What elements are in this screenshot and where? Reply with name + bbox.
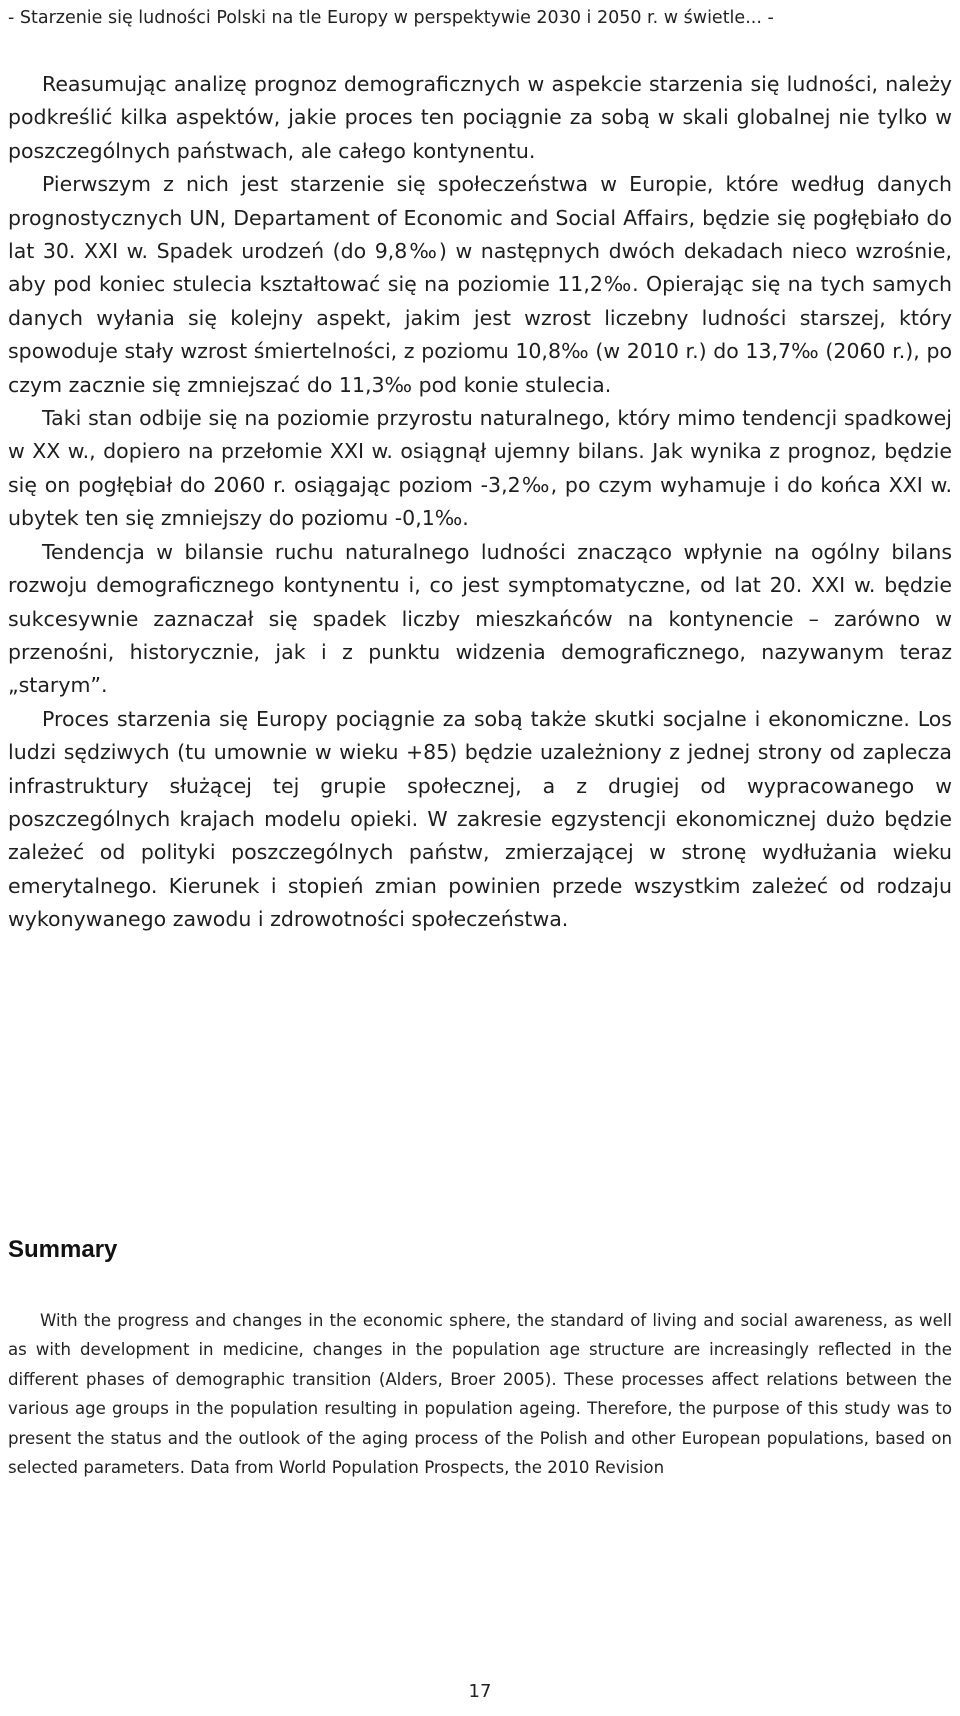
summary-paragraph: With the progress and changes in the economic sphere, the standard of living and social awareness, as well as with development in medicine, changes in the population age structure are increasingly reflected in the different phases of demographic transition (Alders, Broer 2005). These processes affect relations between the various age groups in the population resulting in population ageing. Therefore, the purpose of this study was to present the status and the outlook of the aging process of the Polish and other European populations, based on selected parameters. Data from World Population Prospects, the 2010 Revision bbox=[8, 1311, 952, 1478]
summary-heading: Summary bbox=[8, 1236, 118, 1263]
summary-section bbox=[8, 1306, 952, 1482]
paragraph: Pierwszym z nich jest starzenie się społeczeństwa w Europie, które według danych prognostycznych UN, Departament of Economic and Social Affairs, będzie się pogłębiało do lat 30. XXI w. Spadek urodzeń (do 9,8‰) w następnych dwóch dekadach nieco wzrośnie, aby pod koniec stulecia kształtować się na poziomie 11,2‰. Opierając się na tych samych danych wyłania się kolejny aspekt, jakim jest wzrost liczebny ludności starszej, który spowoduje stały wzrost śmiertelności, z poziomu 10,8‰ (w 2010 r.) do 13,7‰ (2060 r.), po czym zacznie się zmniejszać do 11,3‰ pod konie stulecia. bbox=[8, 172, 952, 397]
paragraph: Taki stan odbije się na poziomie przyrostu naturalnego, który mimo tendencji spadkowej w XX w., dopiero na przełomie XXI w. osiągnął ujemny bilans. Jak wynika z prognoz, będzie się on pogłębiał do 2060 r. osiągając poziom -3,2‰, po czym wyhamuje i do końca XXI w. ubytek ten się zmniejszy do poziomu -0,1‰. bbox=[8, 406, 952, 531]
body-text bbox=[8, 68, 952, 937]
paragraph: Reasumując analizę prognoz demograficznych w aspekcie starzenia się ludności, należy podkreślić kilka aspektów, jakie proces ten pociągnie za sobą w skali globalnej nie tylko w poszczególnych państwach, ale całego kontynentu. bbox=[8, 72, 952, 163]
paragraph: Proces starzenia się Europy pociągnie za sobą także skutki socjalne i ekonomiczne. Los ludzi sędziwych (tu umownie w wieku +85) będzie uzależniony z jednej strony od zaplecza infrastruktury służącej tej grupie społecznej, a z drugiej od wypracowanego w poszczególnych krajach modelu opieki. W zakresie egzystencji ekonomicznej dużo będzie zależeć od polityki poszczególnych państw, zmierzającej w stronę wydłużania wieku emerytalnego. Kierunek i stopień zmian powinien przede wszystkim zależeć od rodzaju wykonywanego zawodu i zdrowotności społeczeństwa. bbox=[8, 706, 952, 932]
page-number: 17 bbox=[468, 1681, 492, 1702]
paragraph: Tendencja w bilansie ruchu naturalnego ludności znacząco wpłynie na ogólny bilans rozwoju demograficznego kontynentu i, co jest symptomatyczne, od lat 20. XXI w. będzie sukcesywnie zaznaczał się spadek liczby mieszkańców na kontynencie – zarówno w przenośni, historycznie, jak i z punktu widzenia demograficznego, nazywanym teraz „starym”. bbox=[8, 539, 952, 698]
running-header: - Starzenie się ludności Polski na tle Europy w perspektywie 2030 i 2050 r. w świetle... - bbox=[8, 8, 774, 28]
